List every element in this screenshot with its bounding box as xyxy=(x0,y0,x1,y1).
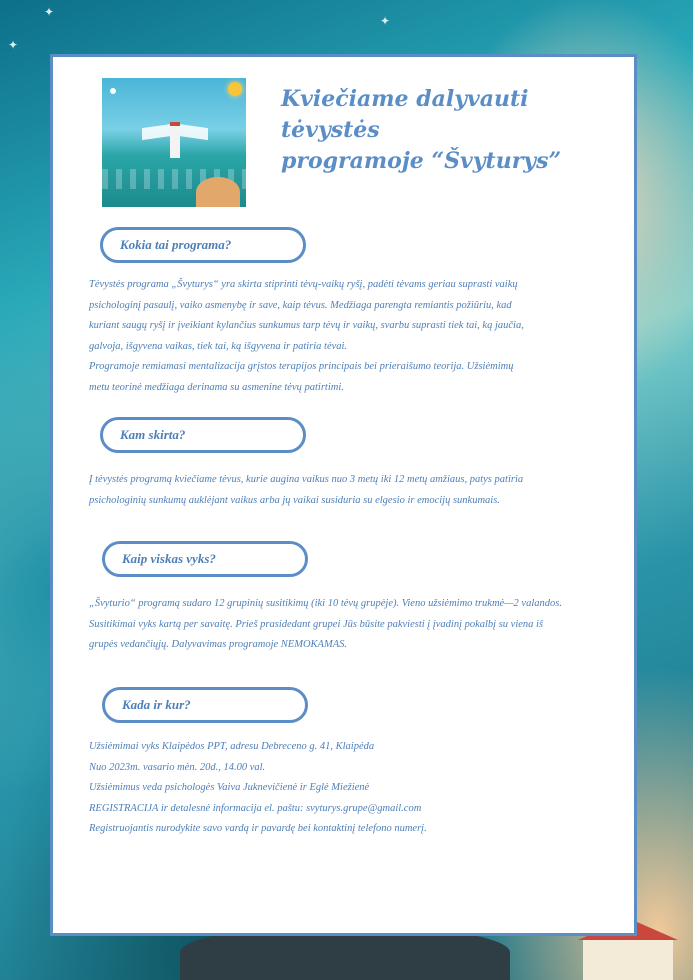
page-title-line-1: Kviečiame dalyvauti tėvystės xyxy=(281,86,529,143)
text-line: psichologinį pasaulį, vaiko asmenybę ir save, kaip tėvus. Medžiaga parengta remiantis požiūriu, kad xyxy=(89,299,512,311)
section-body-how-it-works xyxy=(89,594,634,656)
lighthouse-tower xyxy=(170,122,180,158)
text-line: Į tėvystės programą kviečiame tėvus, kurie augina vaikus nuo 3 metų iki 12 metų amžiaus, patys patiria xyxy=(89,474,524,485)
section-body-when-where xyxy=(89,737,634,840)
light-beam-left xyxy=(142,124,172,140)
text-line: Nuo 2023m. vasario mėn. 20d., 14.00 val. xyxy=(89,761,266,773)
text-line: „Švyturio“ programą sudaro 12 grupinių susitikimų (iki 10 tėvų grupėje). Vieno užsiėmimo trukmė—2 valandos. xyxy=(89,598,562,609)
text-line: Užsiėmimai vyks Klaipėdos PPT, adresu Debreceno g. 41, Klaipėda xyxy=(89,741,375,752)
shore-rock xyxy=(196,177,240,207)
moon-shape xyxy=(110,88,116,94)
text-line: galvoja, išgyvena vaikas, tiek tai, ką išgyvena ir patiria tėvai. xyxy=(89,340,348,352)
text-line: Tėvystės programa „Švyturys“ yra skirta stiprinti tėvų-vaikų ryšį, padėti tėvams geriau suprasti vaikų xyxy=(89,279,518,290)
section-body-what-is-program xyxy=(89,275,634,399)
content-panel xyxy=(50,54,637,936)
text-line: Registruojantis nurodykite savo vardą ir pavardę bei kontaktinį telefono numerį. xyxy=(89,823,427,835)
section-heading-how-it-works: Kaip viskas vyks? xyxy=(102,541,308,577)
star-icon: ✦ xyxy=(8,38,19,52)
star-icon: ✦ xyxy=(44,5,55,19)
page-title xyxy=(281,84,621,177)
section-heading-when-where: Kada ir kur? xyxy=(102,687,308,723)
page-title-line-2: programoje “Švyturys” xyxy=(281,148,562,174)
text-line: Užsiėmimus veda psichologės Vaiva Juknevičienė ir Eglė Miežienė xyxy=(89,782,370,794)
text-line: metu teorinė medžiaga derinama su asmenine tėvų patirtimi. xyxy=(89,381,344,393)
background-house xyxy=(583,940,673,980)
section-heading-who-for: Kam skirta? xyxy=(100,417,306,453)
text-line: grupės vedančiųjų. Dalyvavimas programoje NEMOKAMAS. xyxy=(89,639,347,651)
section-heading-what-is-program: Kokia tai programa? xyxy=(100,227,306,263)
section-body-who-for xyxy=(89,470,634,511)
text-line: Susitikimai vyks kartą per savaitę. Prieš prasidedant grupei Jūs būsite pakviesti į įvadinį pokalbį su viena iš xyxy=(89,618,544,630)
text-line: psichologinių sunkumų auklėjant vaikus arba jų vaikai susiduria su elgesio ir emocijų sunkumais. xyxy=(89,494,500,506)
lighthouse-painting-image xyxy=(102,78,246,207)
text-line: kuriant saugų ryšį ir įveikiant kylančius sunkumus tarp tėvų ir vaikų, svarbu suprasti tiek tai, ką jaučia, xyxy=(89,320,524,332)
sun-shape xyxy=(228,82,242,96)
light-beam-right xyxy=(178,124,208,140)
text-line: Programoje remiamasi mentalizacija grįstos terapijos principais bei prieraišumo teorija. Užsiėmimų xyxy=(89,361,514,373)
star-icon: ✦ xyxy=(380,14,391,28)
registration-email-line: REGISTRACIJA ir detalesnė informacija el. paštu: svyturys.grupe@gmail.com xyxy=(89,802,422,814)
